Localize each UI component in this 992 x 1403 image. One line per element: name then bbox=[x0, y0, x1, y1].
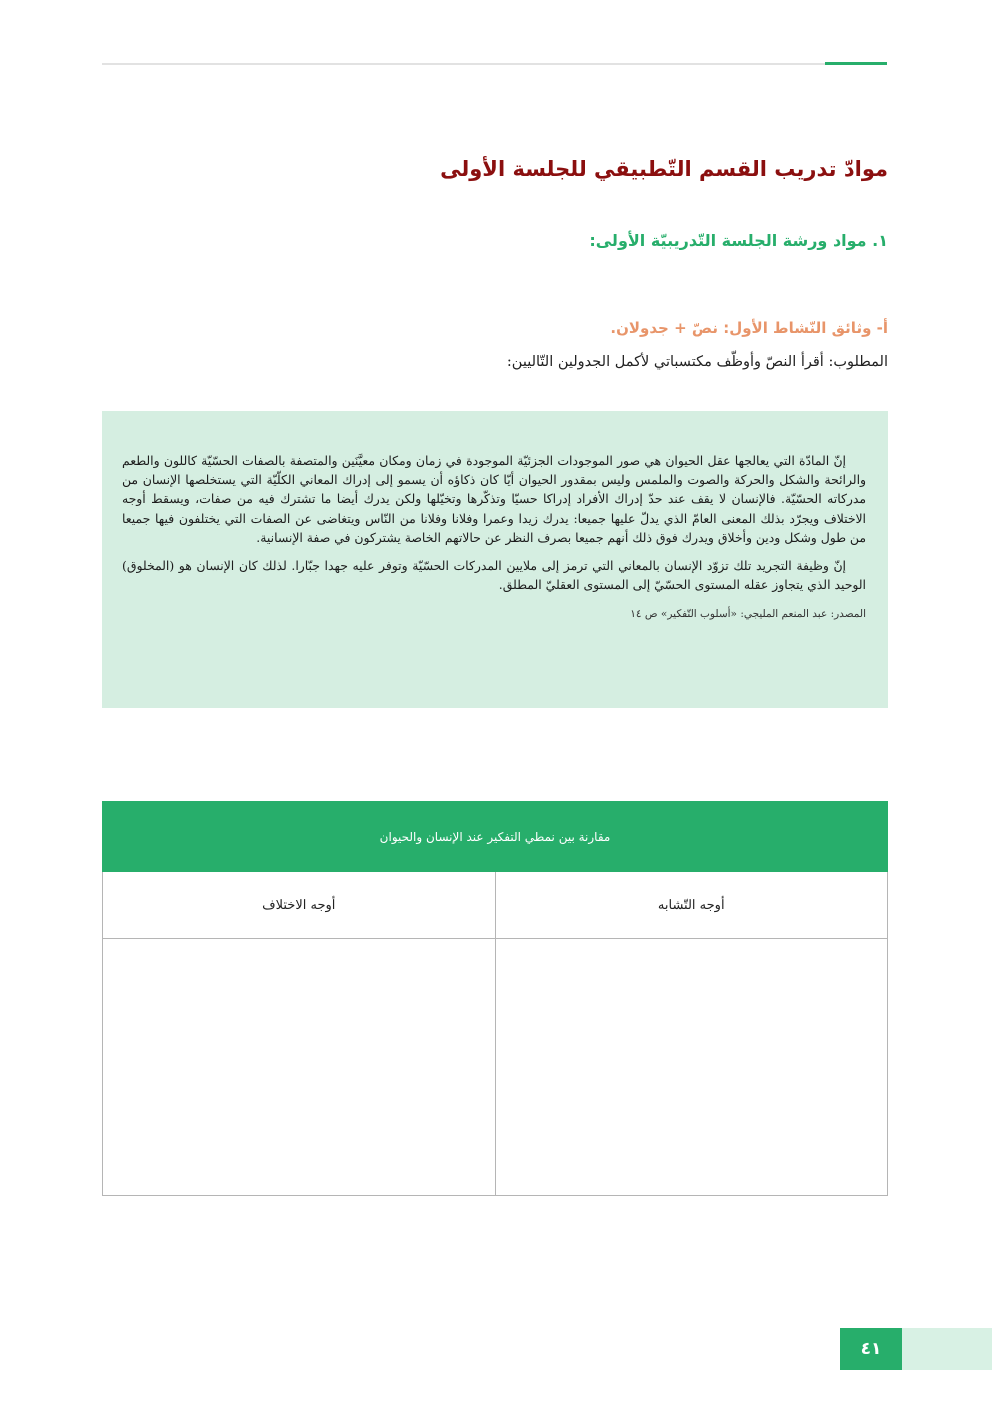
passage-paragraph-2: إنّ وظيفة التجريد تلك تزوّد الإنسان بالمعاني التي ترمز إلى ملايين المدركات الحسّيّة وتوفر عليه جهدا جبّارا. لذلك كان الإنسان هو (المخلوق) الوحيد الذي يتجاوز عقله المستوى الحسّيّ إلى المستوى العقليّ المطلق. bbox=[122, 558, 866, 593]
passage-paragraph-1: إنّ المادّة التي يعالجها عقل الحيوان هي صور الموجودات الجزئيّة الموجودة في زمان ومكان معيَّنَين والمتصفة بالصفات الحسّيّة كاللون والطعم والرائحة والشكل والحركة والصوت والملمس وليس بمقدور الحيوان أيّا كان ذكاؤه أن يسمو إلى إدراك المعاني الكلّيّة التي يستخلصها الإنسان من مدركاته الحسّيّة. فالإنسان لا يقف عند حدّ إدراك الأفراد إدراكا حسيّا وتذكّرها وتخيّلها ولكن يدرك أيضا ما تشترك فيه من صفات، ويسقط أوجه الاختلاف ويجرّد بذلك المعنى العامّ الذي يدلّ عليها جميعا: يدرك زيدا وعمرا وفلانا وفلانا من النّاس ويتغاضى عن الصفات التي يختلفون فيها جميعا من طول وشكل ودين وأخلاق ويدرك فوق ذلك أنهم جميعا بصرف النظر عن حالاتهم الخاصة يشتركون في صفة الإنسانية. bbox=[122, 453, 866, 545]
comparison-table bbox=[102, 801, 888, 1196]
reading-passage bbox=[102, 411, 888, 708]
passage-source: المصدر: عبد المنعم المليجي: «أسلوب التّفكير» ص ١٤ bbox=[630, 608, 866, 621]
table-row bbox=[103, 939, 888, 1196]
activity-heading: أ- وثائق النّشاط الأول: نصّ + جدولان. bbox=[610, 319, 888, 337]
column-header-similarities: أوجه التّشابه bbox=[495, 872, 888, 939]
similarities-answer-cell[interactable] bbox=[495, 939, 888, 1196]
page-number: ٤١ bbox=[840, 1328, 902, 1370]
page-title: موادّ تدريب القسم التّطبيقي للجلسة الأولى bbox=[440, 157, 888, 181]
activity-instruction: المطلوب: أقرأ النصّ وأوظّف مكتسباتي لأكمل الجدولين التّاليين: bbox=[506, 354, 888, 370]
differences-answer-cell[interactable] bbox=[103, 939, 496, 1196]
table-header-row bbox=[103, 872, 888, 939]
section-subtitle: ١. مواد ورشة الجلسة التّدريبيّة الأولى: bbox=[589, 231, 888, 250]
table-title: مقارنة بين نمطي التفكير عند الإنسان والحيوان bbox=[103, 802, 888, 872]
page-footer-strip bbox=[902, 1328, 992, 1370]
top-divider-accent bbox=[825, 62, 887, 65]
column-header-differences: أوجه الاختلاف bbox=[103, 872, 496, 939]
top-divider bbox=[102, 63, 887, 65]
table-title-row bbox=[103, 802, 888, 872]
